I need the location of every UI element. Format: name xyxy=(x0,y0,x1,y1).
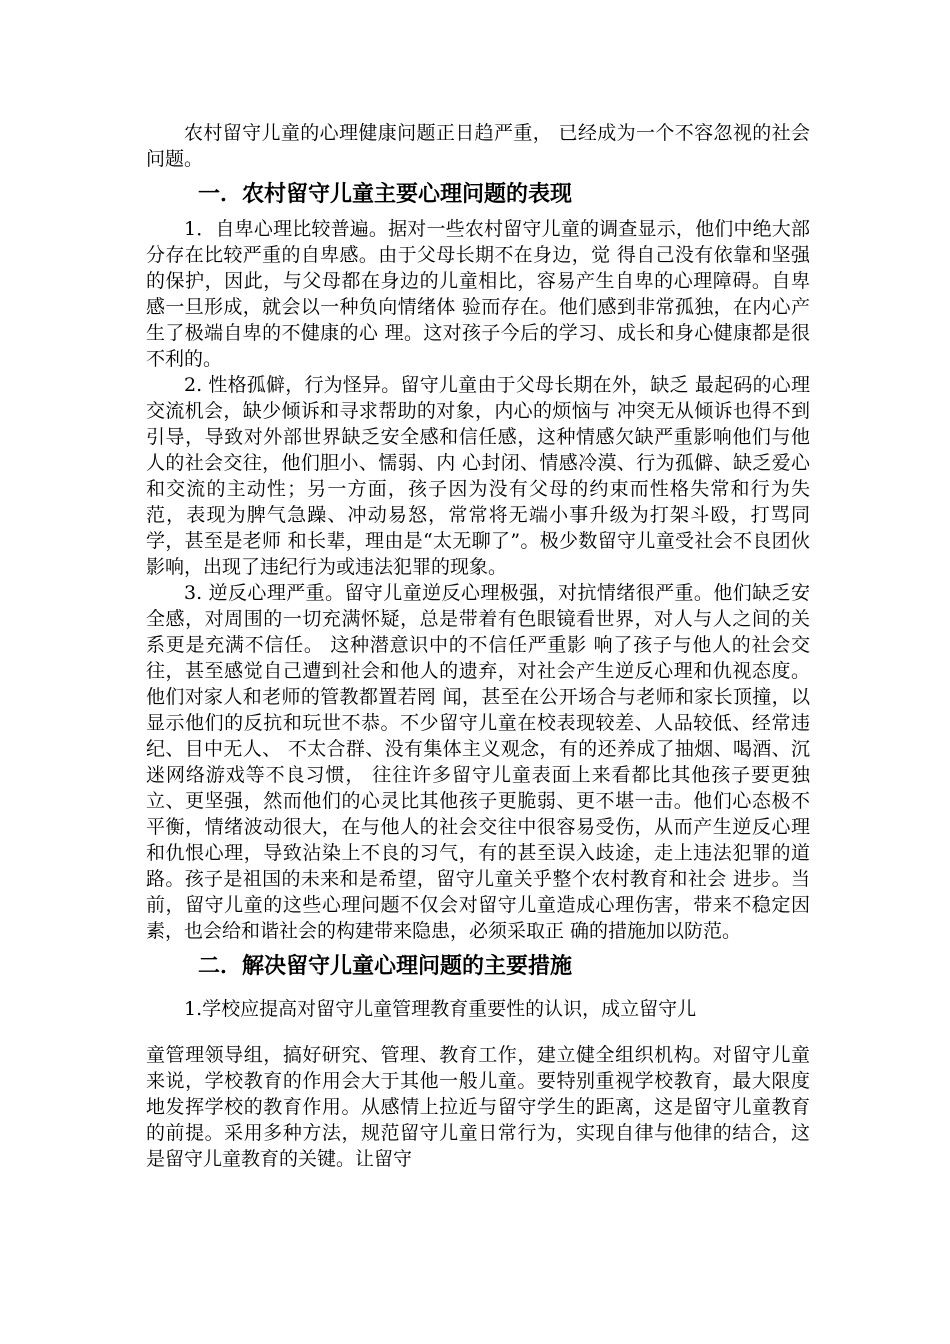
document-page xyxy=(146,120,810,1172)
intro-paragraph: 农村留守儿童的心理健康问题正日趋严重， 已经成为一个不容忽视的社会问题。 xyxy=(146,122,810,170)
section1-paragraph-2: 2. 性格孤僻，行为怪异。留守儿童由于父母长期在外，缺乏 最起码的心理交流机会，缺少倾诉和寻求帮助的对象，内心的烦恼与 冲突无从倾诉也得不到引导，导致对外部世界缺乏安全感和信任感，这种情感欠缺严重影响他们与他人的社会交往，他们胆小、懦弱、内 心封闭、情感冷漠、行为孤僻、缺乏爱心和交流的主动性；另一方面，孩子因为没有父母的约束而性格失常和行为失范，表现为脾气急躁、冲动易怒，常常将无端小事升级为打架斗殴，打骂同学，甚至是老师 和长辈，理由是“太无聊了”。极少数留守儿童受社会不良团伙影响，出现了违纪行为或违法犯罪的现象。 xyxy=(146,374,810,578)
section1-heading: 一．农村留守儿童主要心理问题的表现 xyxy=(198,182,573,207)
section1-paragraph-3: 3. 逆反心理严重。留守儿童逆反心理极强，对抗情绪很严重。他们缺乏安全感，对周围的一切充满怀疑，总是带着有色眼镜看世界，对人与人之间的关系更是充满不信任。 这种潜意识中的不信任严重影 响了孩子与他人的社会交往，甚至感觉自己遭到社会和他人的遗弃，对社会产生逆反心理和仇视态度。他们对家人和老师的管教都置若罔 闻，甚至在公开场合与老师和家长顶撞，以显示他们的反抗和玩世不恭。不少留守儿童在校表现较差、人品较低、经常违纪、目中无人、 不太合群、没有集体主义观念，有的还养成了抽烟、喝酒、沉迷网络游戏等不良习惯， 往往许多留守儿童表面上来看都比其他孩子要更独 立、更坚强，然而他们的心灵比其他孩子更脆弱、更不堪一击。他们心态极不平衡，情绪波动很大，在与他人的社会交往中很容易受伤，从而产生逆反心理和仇恨心理，导致沾染上不良的习气，有的甚至误入歧途，走上违法犯罪的道路。孩子是祖国的未来和是希望，留守儿童关乎整个农村教育和社会 进步。当前，留守儿童的这些心理问题不仅会对留守儿童造成心理伤害，带来不稳定因素，也会给和谐社会的构建带来隐患，必须采取正 确的措施加以防范。 xyxy=(146,582,810,942)
section2-paragraph-1-first-line: 1.学校应提高对留守儿童管理教育重要性的认识，成立留守儿 xyxy=(184,998,697,1020)
section1-paragraph-1: 1．自卑心理比较普遍。据对一些农村留守儿童的调查显示，他们中绝大部分存在比较严重的自卑感。由于父母长期不在身边，觉 得自己没有依靠和坚强的保护，因此，与父母都在身边的儿童相比，容易产生自卑的心理障碍。自卑感一旦形成，就会以一种负向情绪体 验而存在。他们感到非常孤独，在内心产生了极端自卑的不健康的心 理。这对孩子今后的学习、成长和身心健康都是很不利的。 xyxy=(146,218,810,370)
section2-paragraph-1-continued: 童管理领导组，搞好研究、管理、教育工作，建立健全组织机构。对留守儿童来说，学校教育的作用会大于其他一般儿童。要特别重视学校教育，最大限度地发挥学校的教育作用。从感情上拉近与留守学生的距离，这是留守儿童教育的前提。采用多种方法，规范留守儿童日常行为，实现自律与他律的结合，这是留守儿童教育的关键。让留守 xyxy=(146,1044,810,1170)
section2-heading: 二．解决留守儿童心理问题的主要措施 xyxy=(198,954,573,979)
